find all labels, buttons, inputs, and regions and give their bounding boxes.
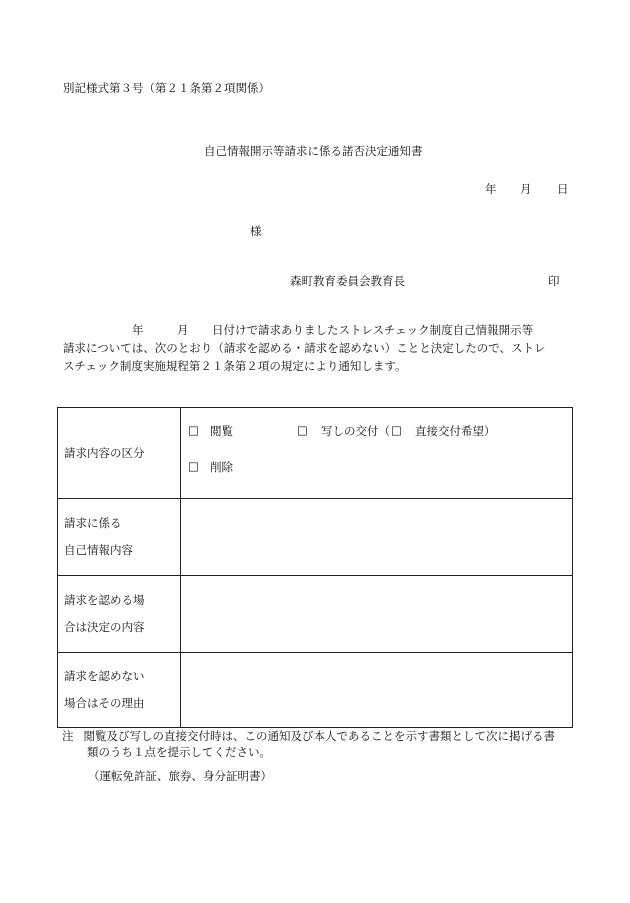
checkbox-direct[interactable]: □ [391,423,402,437]
body-year: 年 [132,323,144,337]
note-examples: （運転免許証、旅券、身分証明書） [88,769,272,783]
seal-mark: 印 [548,274,560,288]
date-year: 年 [485,182,497,196]
label-line: 請求内容の区分 [64,445,145,460]
date-month: 月 [520,182,532,196]
row-label [58,653,181,728]
reason-cell[interactable] [181,653,573,728]
label-line: 合は決定の内容 [64,620,145,634]
label-line: 場合はその理由 [64,696,145,710]
table-row [58,499,573,576]
form-reference: 別記様式第３号（第２１条第２項関係） [63,81,270,95]
request-table [57,407,573,728]
note-section [62,728,582,760]
body-line-1 [63,321,578,339]
note-line-1 [62,728,582,744]
label-line: 請求を認めない [64,669,145,683]
checkbox-delete[interactable]: □ [188,459,199,473]
note-line-2: 類のうち１点を提示してください。 [87,745,271,759]
row-label [58,576,181,653]
option-copy-label: 写しの交付（ [321,424,390,438]
body-line-1-rest: 日付けで請求ありましたストレスチェック制度自己情報開示等 [212,323,534,337]
info-content-cell[interactable] [181,499,573,576]
document-title: 自己情報開示等請求に係る諾否決定通知書 [204,144,423,158]
date-day: 日 [557,182,569,196]
body-line-2: 請求については、次のとおり（請求を認める・請求を認めない）ことと決定したので、ストレ [63,341,546,355]
row-label [58,499,181,576]
label-line: 請求に係る [64,516,122,530]
table-row [58,576,573,653]
request-type-cell [181,408,573,499]
option-delete-label: 削除 [210,460,233,474]
checkbox-copy[interactable]: □ [297,423,308,437]
body-line-3: スチェック制度実施規程第２１条第２項の規定により通知します。 [63,359,407,373]
label-line: 自己情報内容 [64,543,133,557]
option-row-2 [188,459,572,495]
body-month: 月 [177,323,189,337]
label-line: 請求を認める場 [64,593,145,607]
decision-content-cell[interactable] [181,576,573,653]
sender-name: 森町教育委員会教育長 [290,274,405,288]
checkbox-view[interactable]: □ [188,423,199,437]
note-marker: 注 [62,729,74,743]
option-direct-label: 直接交付希望） [415,424,496,438]
addressee-suffix: 様 [250,224,262,238]
body-paragraph [63,321,578,375]
row-label [58,408,181,499]
table-row [58,653,573,728]
note-text-1: 閲覧及び写しの直接交付時は、この通知及び本人であることを示す書類として次に掲げる書 [83,729,555,743]
table-row [58,408,573,499]
option-view-label: 閲覧 [210,424,233,438]
option-row-1 [188,423,572,459]
